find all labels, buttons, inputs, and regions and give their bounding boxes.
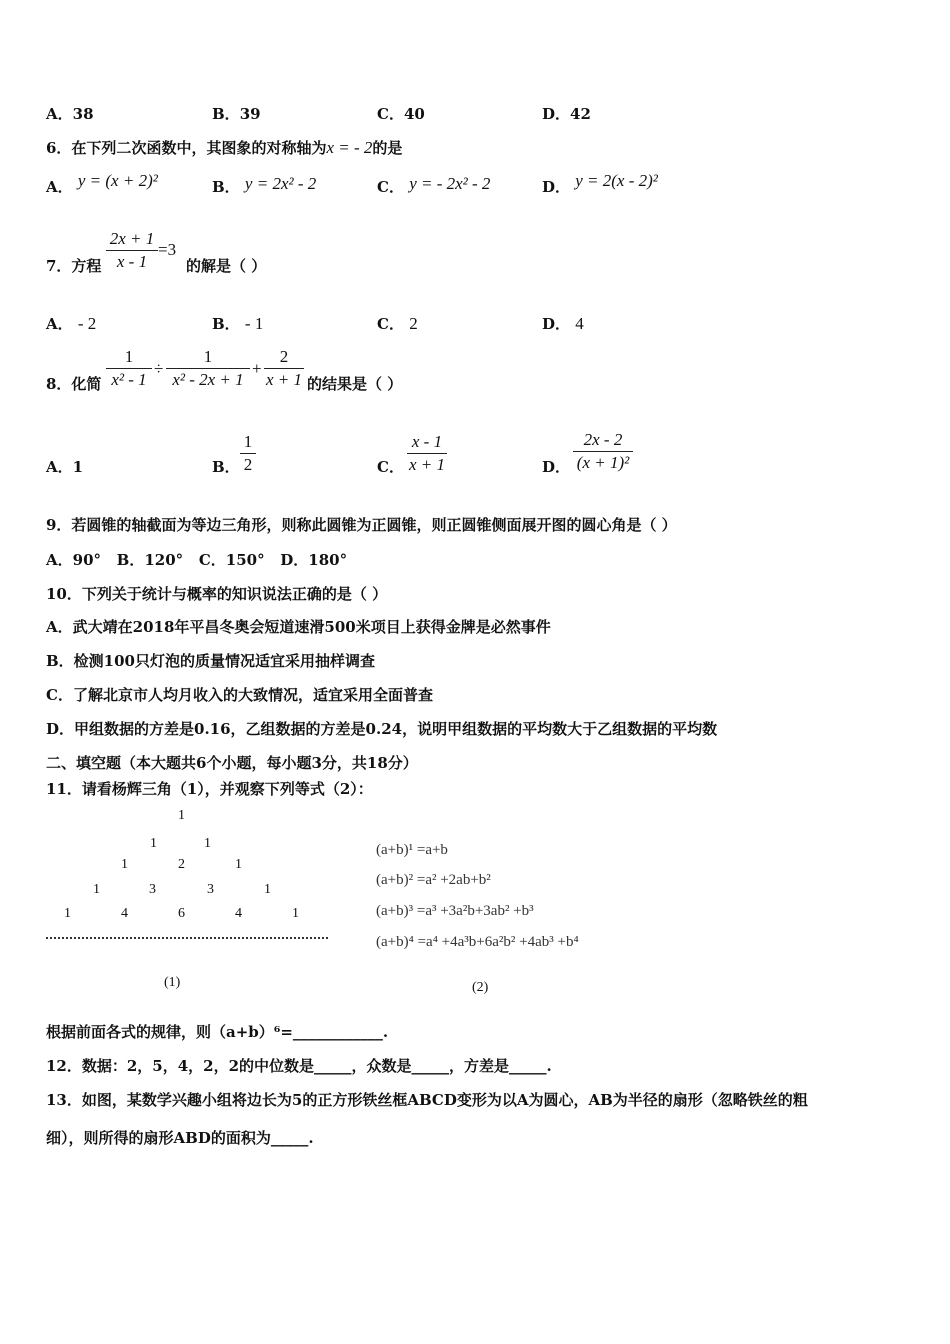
q9-options: A．90° B．120° C．150° D．180° bbox=[46, 551, 348, 569]
q7-option-b: B． - 1 bbox=[212, 314, 264, 333]
dotted-continuation bbox=[46, 937, 328, 939]
equation-3: (a+b)³ =a³ +3a²b+3ab² +b³ bbox=[376, 903, 534, 919]
q7-fraction: 2x + 1 x - 1 bbox=[106, 228, 158, 273]
triangle-number: 1 bbox=[93, 882, 100, 897]
q10-option-a: A．武大靖在2018年平昌冬奥会短道速滑500米项目上获得金牌是必然事件 bbox=[46, 618, 551, 636]
figure-label-2: (2) bbox=[472, 980, 489, 995]
triangle-number: 3 bbox=[207, 882, 214, 897]
q7-option-a: A． - 2 bbox=[46, 314, 97, 333]
q10-option-d: D．甲组数据的方差是0.16，乙组数据的方差是0.24，说明甲组数据的平均数大于乙组数据的平均数 bbox=[46, 720, 718, 738]
q8-option-c-fraction: x - 1 x + 1 bbox=[408, 432, 446, 474]
q8-prefix: 8．化简 bbox=[46, 375, 102, 393]
triangle-number: 3 bbox=[149, 882, 156, 897]
q8-plus: + bbox=[252, 359, 262, 378]
triangle-number: 1 bbox=[150, 836, 157, 851]
q5-option-a: A．38 bbox=[46, 105, 94, 123]
q6-option-b: B． y = 2x² - 2 bbox=[212, 174, 317, 196]
q8-option-b-letter: B． bbox=[212, 458, 240, 476]
triangle-number: 1 bbox=[64, 906, 71, 921]
q6-option-c: C． y = - 2x² - 2 bbox=[377, 174, 491, 196]
q8-option-d-letter: D． bbox=[542, 458, 571, 476]
q7-prefix: 7．方程 bbox=[46, 257, 102, 275]
q8-option-a: A．1 bbox=[46, 458, 84, 476]
triangle-number: 1 bbox=[235, 857, 242, 872]
q8-fraction-3: 2 x + 1 bbox=[265, 347, 303, 389]
q5-option-c: C．40 bbox=[377, 105, 425, 123]
section-2-title: 二、填空题（本大题共6个小题，每小题3分，共18分） bbox=[46, 754, 418, 772]
q13-line-1: 13．如图，某数学兴趣小组将边长为5的正方形铁丝框ABCD变形为以A为圆心，AB为半径的扇形（忽略铁丝的粗 bbox=[46, 1091, 808, 1109]
equation-4: (a+b)⁴ =a⁴ +4a³b+6a²b² +4ab³ +b⁴ bbox=[376, 934, 579, 950]
triangle-number: 1 bbox=[178, 808, 185, 823]
q6-option-a: A． y = (x + 2)² bbox=[46, 171, 158, 196]
q6-option-d: D． y = 2(x - 2)² bbox=[542, 171, 658, 196]
q8-fraction-2: 1 x² - 2x + 1 bbox=[166, 346, 250, 391]
q7-suffix: 的解是（ ） bbox=[186, 257, 267, 275]
triangle-number: 1 bbox=[204, 836, 211, 851]
q8-divide: ÷ bbox=[154, 359, 164, 378]
q10-option-b: B．检测100只灯泡的质量情况适宜采用抽样调查 bbox=[46, 652, 375, 670]
q10-option-c: C．了解北京市人均月收入的大致情况，适宜采用全面普查 bbox=[46, 686, 433, 704]
q5-option-d: D．42 bbox=[542, 105, 591, 123]
figure-label-1: (1) bbox=[164, 975, 181, 990]
triangle-number: 6 bbox=[178, 906, 185, 921]
q7-rhs: =3 bbox=[158, 240, 177, 259]
triangle-number: 4 bbox=[235, 906, 242, 921]
q9-stem: 9．若圆锥的轴截面为等边三角形，则称此圆锥为正圆锥，则正圆锥侧面展开图的圆心角是（ ） bbox=[46, 516, 677, 534]
equation-1: (a+b)¹ =a+b bbox=[376, 842, 448, 858]
q8-option-d-fraction: 2x - 2 (x + 1)² bbox=[573, 429, 633, 474]
q11-ask: 根据前面各式的规律，则（a+b）⁶=____________. bbox=[46, 1023, 389, 1041]
q12-stem: 12．数据：2，5，4，2，2的中位数是_____，众数是_____，方差是_____. bbox=[46, 1057, 552, 1075]
q8-option-c-letter: C． bbox=[377, 458, 404, 476]
q6-stem: 6．在下列二次函数中，其图象的对称轴为x = - 2的是 bbox=[46, 138, 403, 157]
triangle-number: 1 bbox=[121, 857, 128, 872]
q10-stem: 10．下列关于统计与概率的知识说法正确的是（ ） bbox=[46, 585, 388, 603]
q13-line-2: 细），则所得的扇形ABD的面积为_____. bbox=[46, 1129, 314, 1147]
triangle-number: 2 bbox=[178, 857, 185, 872]
q11-stem: 11．请看杨辉三角（1），并观察下列等式（2）： bbox=[46, 780, 373, 798]
q8-fraction-1: 1 x² - 1 bbox=[106, 346, 152, 391]
q8-suffix: 的结果是（ ） bbox=[307, 375, 403, 393]
triangle-number: 1 bbox=[264, 882, 271, 897]
q8-option-b-fraction: 1 2 bbox=[240, 431, 256, 476]
triangle-number: 4 bbox=[121, 906, 128, 921]
q7-option-c: C． 2 bbox=[377, 314, 418, 333]
q5-option-b: B．39 bbox=[212, 105, 261, 123]
equation-2: (a+b)² =a² +2ab+b² bbox=[376, 872, 491, 888]
q7-option-d: D． 4 bbox=[542, 314, 584, 333]
triangle-number: 1 bbox=[292, 906, 299, 921]
